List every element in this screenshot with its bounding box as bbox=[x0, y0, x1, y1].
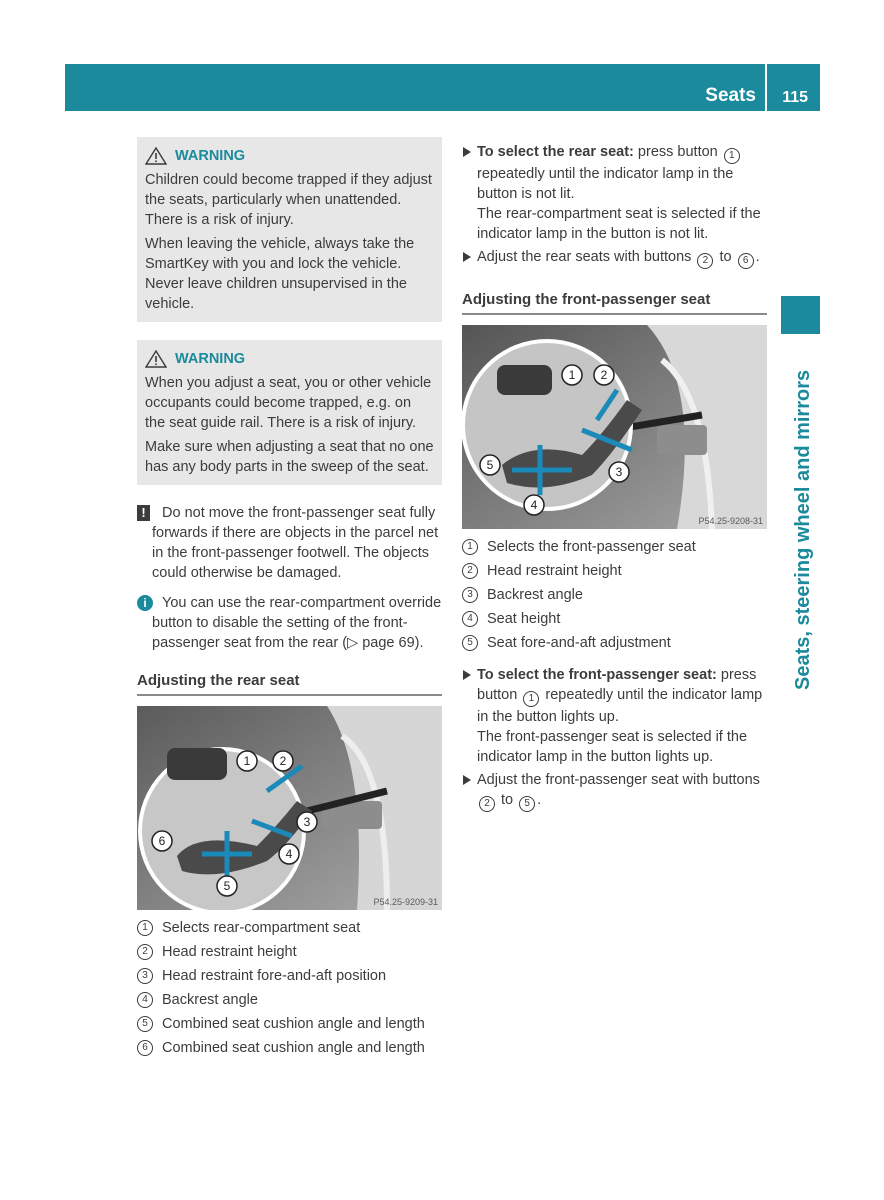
legend-number: 2 bbox=[137, 944, 153, 960]
step-text: press button bbox=[477, 667, 757, 703]
svg-text:1: 1 bbox=[568, 368, 576, 382]
legend-item bbox=[137, 1038, 442, 1058]
legend-item bbox=[137, 918, 442, 938]
rear-seat-heading: Adjusting the rear seat bbox=[137, 671, 442, 696]
header-divider bbox=[765, 64, 767, 111]
legend-text: Seat height bbox=[487, 611, 561, 627]
legend-number: 1 bbox=[137, 920, 153, 936]
step-arrow-icon bbox=[463, 670, 471, 680]
button-number: 6 bbox=[738, 253, 754, 269]
svg-text:3: 3 bbox=[615, 465, 623, 479]
legend-text: Head restraint height bbox=[162, 944, 297, 960]
info-note bbox=[137, 593, 442, 653]
legend-text: Combined seat cushion angle and length bbox=[162, 1040, 425, 1056]
legend-text: Backrest angle bbox=[487, 587, 583, 603]
step-arrow-icon bbox=[463, 775, 471, 785]
front-seat-heading: Adjusting the front-passenger seat bbox=[462, 290, 767, 315]
rear-seat-legend bbox=[137, 918, 442, 1058]
svg-text:6: 6 bbox=[158, 834, 166, 848]
step-text: press button bbox=[637, 144, 718, 160]
warning-text: When you adjust a seat, you or other vehicle occupants could become trapped, e.g. on the seat guide rail. There is a risk of injury. bbox=[145, 375, 432, 431]
right-column bbox=[462, 142, 767, 815]
legend-number: 6 bbox=[137, 1040, 153, 1056]
step-text: repeatedly until the indicator lamp in the button lights up. bbox=[477, 687, 763, 725]
warning-triangle-icon bbox=[145, 147, 167, 165]
chapter-tab bbox=[781, 296, 820, 334]
svg-text:3: 3 bbox=[303, 815, 311, 829]
legend-item bbox=[462, 585, 767, 605]
step-arrow-icon bbox=[463, 147, 471, 157]
damage-note bbox=[137, 503, 442, 583]
punctuation: . bbox=[755, 249, 760, 265]
step-text: to bbox=[501, 792, 514, 808]
svg-text:1: 1 bbox=[243, 754, 251, 768]
page-number: 115 bbox=[782, 89, 808, 106]
warning-heading bbox=[145, 146, 434, 166]
punctuation: . bbox=[537, 792, 542, 808]
svg-text:2: 2 bbox=[279, 754, 287, 768]
legend-text: Backrest angle bbox=[162, 992, 258, 1008]
warning-text: Children could become trapped if they adjust the seats, particularly when unattended. There is a risk of injury. bbox=[145, 172, 432, 228]
warning-box-2 bbox=[137, 340, 442, 485]
legend-text: Selects the front-passenger seat bbox=[487, 539, 696, 555]
step-text: to bbox=[719, 249, 732, 265]
svg-text:2: 2 bbox=[600, 368, 608, 382]
info-note-text: You can use the rear-compartment override button to disable the setting of the front-passenger seat from the rear (▷ page 69). bbox=[152, 595, 442, 651]
left-column bbox=[137, 137, 442, 1062]
legend-number: 4 bbox=[462, 611, 478, 627]
exclamation-icon: ! bbox=[137, 505, 150, 521]
warning-heading bbox=[145, 349, 434, 369]
step-text: Adjust the rear seats with buttons bbox=[477, 249, 692, 265]
step-result: The front-passenger seat is selected if the indicator lamp in the button lights up. bbox=[477, 729, 748, 765]
front-step-select bbox=[462, 665, 767, 767]
rear-seat-figure bbox=[137, 706, 442, 910]
front-seat-legend bbox=[462, 537, 767, 653]
warning-text: Make sure when adjusting a seat that no one has any body parts in the sweep of the seat. bbox=[145, 439, 434, 475]
button-number: 1 bbox=[523, 691, 539, 707]
button-number: 5 bbox=[519, 796, 535, 812]
step-arrow-icon bbox=[463, 252, 471, 262]
button-number: 2 bbox=[479, 796, 495, 812]
button-number: 1 bbox=[724, 148, 740, 164]
legend-number: 3 bbox=[462, 587, 478, 603]
legend-item bbox=[462, 609, 767, 629]
rear-step-adjust bbox=[462, 247, 767, 269]
svg-text:5: 5 bbox=[486, 458, 494, 472]
damage-note-text: Do not move the front-passenger seat fully forwards if there are objects in the parcel net in the front-passenger footwell. The objects could otherwise be damaged. bbox=[152, 505, 439, 581]
front-seat-illustration bbox=[462, 325, 767, 529]
legend-number: 5 bbox=[462, 635, 478, 651]
chapter-label: Seats, steering wheel and mirrors bbox=[792, 369, 814, 690]
figure-code: P54.25-9209-31 bbox=[373, 897, 438, 907]
legend-number: 5 bbox=[137, 1016, 153, 1032]
svg-text:4: 4 bbox=[285, 847, 293, 861]
warning-box-1 bbox=[137, 137, 442, 322]
legend-item bbox=[462, 561, 767, 581]
legend-item bbox=[137, 1014, 442, 1034]
step-label: To select the rear seat: bbox=[477, 144, 634, 160]
warning-title: WARNING bbox=[175, 148, 246, 164]
legend-item bbox=[137, 966, 442, 986]
legend-text: Combined seat cushion angle and length bbox=[162, 1016, 425, 1032]
warning-text: When leaving the vehicle, always take the SmartKey with you and lock the vehicle. Never leave children unsupervised in the vehicle. bbox=[145, 236, 415, 312]
svg-text:4: 4 bbox=[530, 498, 538, 512]
page-header bbox=[65, 64, 820, 111]
section-title: Seats bbox=[705, 85, 756, 106]
legend-text: Head restraint fore-and-aft position bbox=[162, 968, 387, 984]
legend-number: 4 bbox=[137, 992, 153, 1008]
button-number: 2 bbox=[697, 253, 713, 269]
svg-text:5: 5 bbox=[223, 879, 231, 893]
legend-item bbox=[462, 633, 767, 653]
legend-item bbox=[137, 942, 442, 962]
step-text: repeatedly until the indicator lamp in the button is not lit. bbox=[477, 166, 734, 202]
legend-text: Seat fore-and-aft adjustment bbox=[487, 635, 671, 651]
rear-step-select bbox=[462, 142, 767, 244]
legend-text: Selects rear-compartment seat bbox=[162, 920, 361, 936]
warning-triangle-icon bbox=[145, 350, 167, 368]
rear-seat-illustration bbox=[137, 706, 442, 910]
legend-text: Head restraint height bbox=[487, 563, 622, 579]
warning-title: WARNING bbox=[175, 351, 246, 367]
front-seat-figure bbox=[462, 325, 767, 529]
legend-number: 3 bbox=[137, 968, 153, 984]
legend-item bbox=[462, 537, 767, 557]
step-text: Adjust the front-passenger seat with buttons bbox=[477, 772, 760, 788]
info-icon: i bbox=[137, 595, 153, 611]
step-label: To select the front-passenger seat: bbox=[477, 667, 717, 683]
step-result: The rear-compartment seat is selected if the indicator lamp in the button is not lit. bbox=[477, 206, 761, 242]
figure-code: P54.25-9208-31 bbox=[698, 516, 763, 526]
legend-number: 1 bbox=[462, 539, 478, 555]
legend-number: 2 bbox=[462, 563, 478, 579]
front-step-adjust bbox=[462, 770, 767, 812]
legend-item bbox=[137, 990, 442, 1010]
